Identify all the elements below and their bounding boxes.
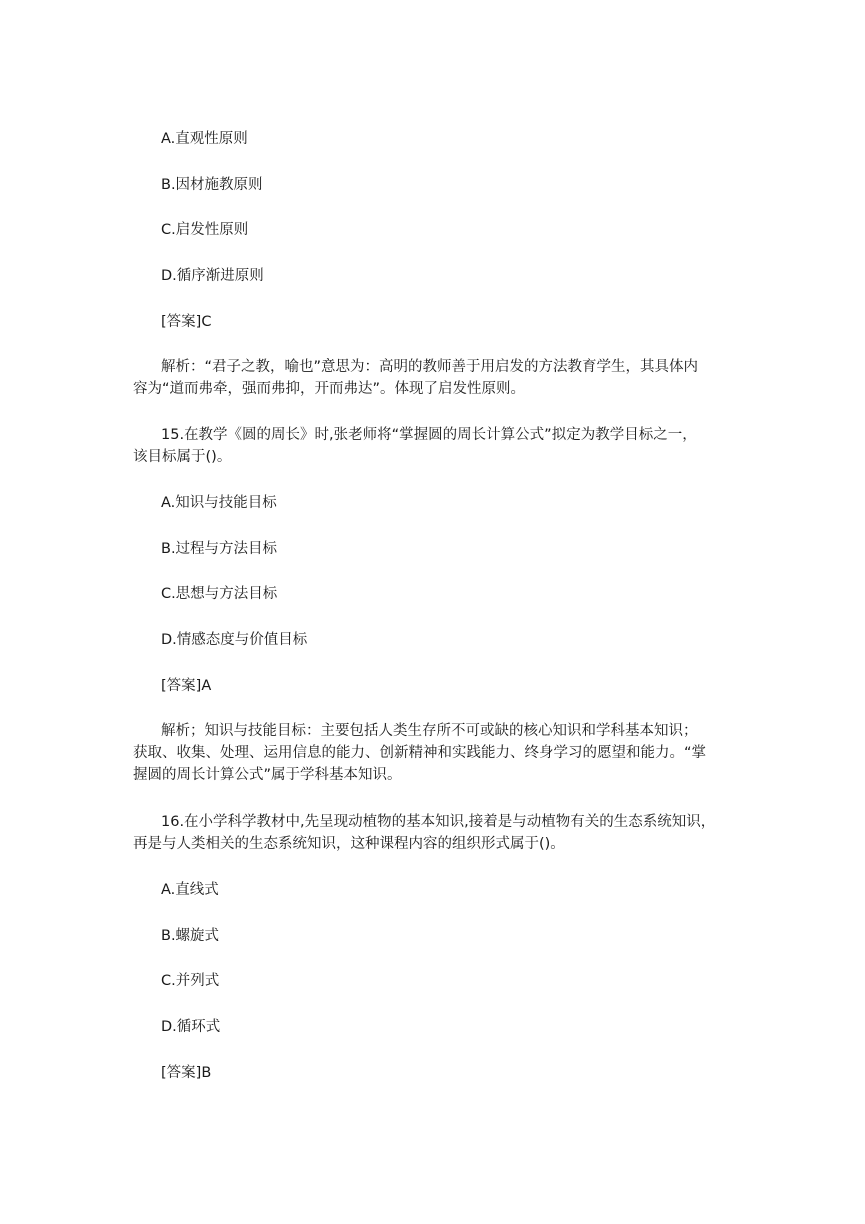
q14-analysis	[133, 356, 721, 400]
q14-analysis-line2: 容为“道而弗牵，强而弗抑，开而弗达”。体现了启发性原则。	[133, 381, 526, 397]
q15-analysis	[133, 720, 721, 786]
q15-option-c: C.思想与方法目标	[161, 586, 278, 602]
q15-analysis-line1: 解析；知识与技能目标：主要包括人类生存所不可或缺的核心知识和学科基本知识；	[161, 723, 698, 739]
q16-option-a: A.直线式	[161, 882, 219, 898]
q14-option-d: D.循序渐进原则	[161, 268, 264, 284]
q15-stem-line2: 该目标属于()。	[133, 449, 232, 465]
q15-answer: [答案]A	[161, 678, 212, 694]
q15-option-b: B.过程与方法目标	[161, 541, 278, 557]
q15-analysis-line3: 握圆的周长计算公式”属于学科基本知识。	[133, 767, 402, 783]
q15-option-a: A.知识与技能目标	[161, 495, 277, 511]
q14-option-c: C.启发性原则	[161, 222, 249, 238]
q16-option-d: D.循环式	[161, 1019, 221, 1035]
q15-option-d: D.情感态度与价值目标	[161, 632, 308, 648]
q15-stem-line1: 15.在教学《圆的周长》时,张老师将“掌握圆的周长计算公式”拟定为教学目标之一，	[161, 427, 697, 443]
q15-stem	[133, 424, 721, 468]
q14-option-b: B.因材施教原则	[161, 177, 263, 193]
q14-analysis-line1: 解析：“君子之教，喻也”意思为：高明的教师善于用启发的方法教育学生，其具体内	[161, 359, 699, 375]
q16-stem	[133, 811, 721, 855]
q16-answer: [答案]B	[161, 1065, 212, 1081]
q14-answer: [答案]C	[161, 314, 212, 330]
q16-option-c: C.并列式	[161, 973, 220, 989]
q16-stem-line1: 16.在小学科学教材中,先呈现动植物的基本知识,接着是与动植物有关的生态系统知识，	[161, 814, 716, 830]
q15-analysis-line2: 获取、收集、处理、运用信息的能力、创新精神和实践能力、终身学习的愿望和能力。“掌	[133, 745, 707, 761]
q14-option-a: A.直观性原则	[161, 131, 248, 147]
q16-option-b: B.螺旋式	[161, 928, 220, 944]
q16-stem-line2: 再是与人类相关的生态系统知识，这种课程内容的组织形式属于()。	[133, 836, 565, 852]
